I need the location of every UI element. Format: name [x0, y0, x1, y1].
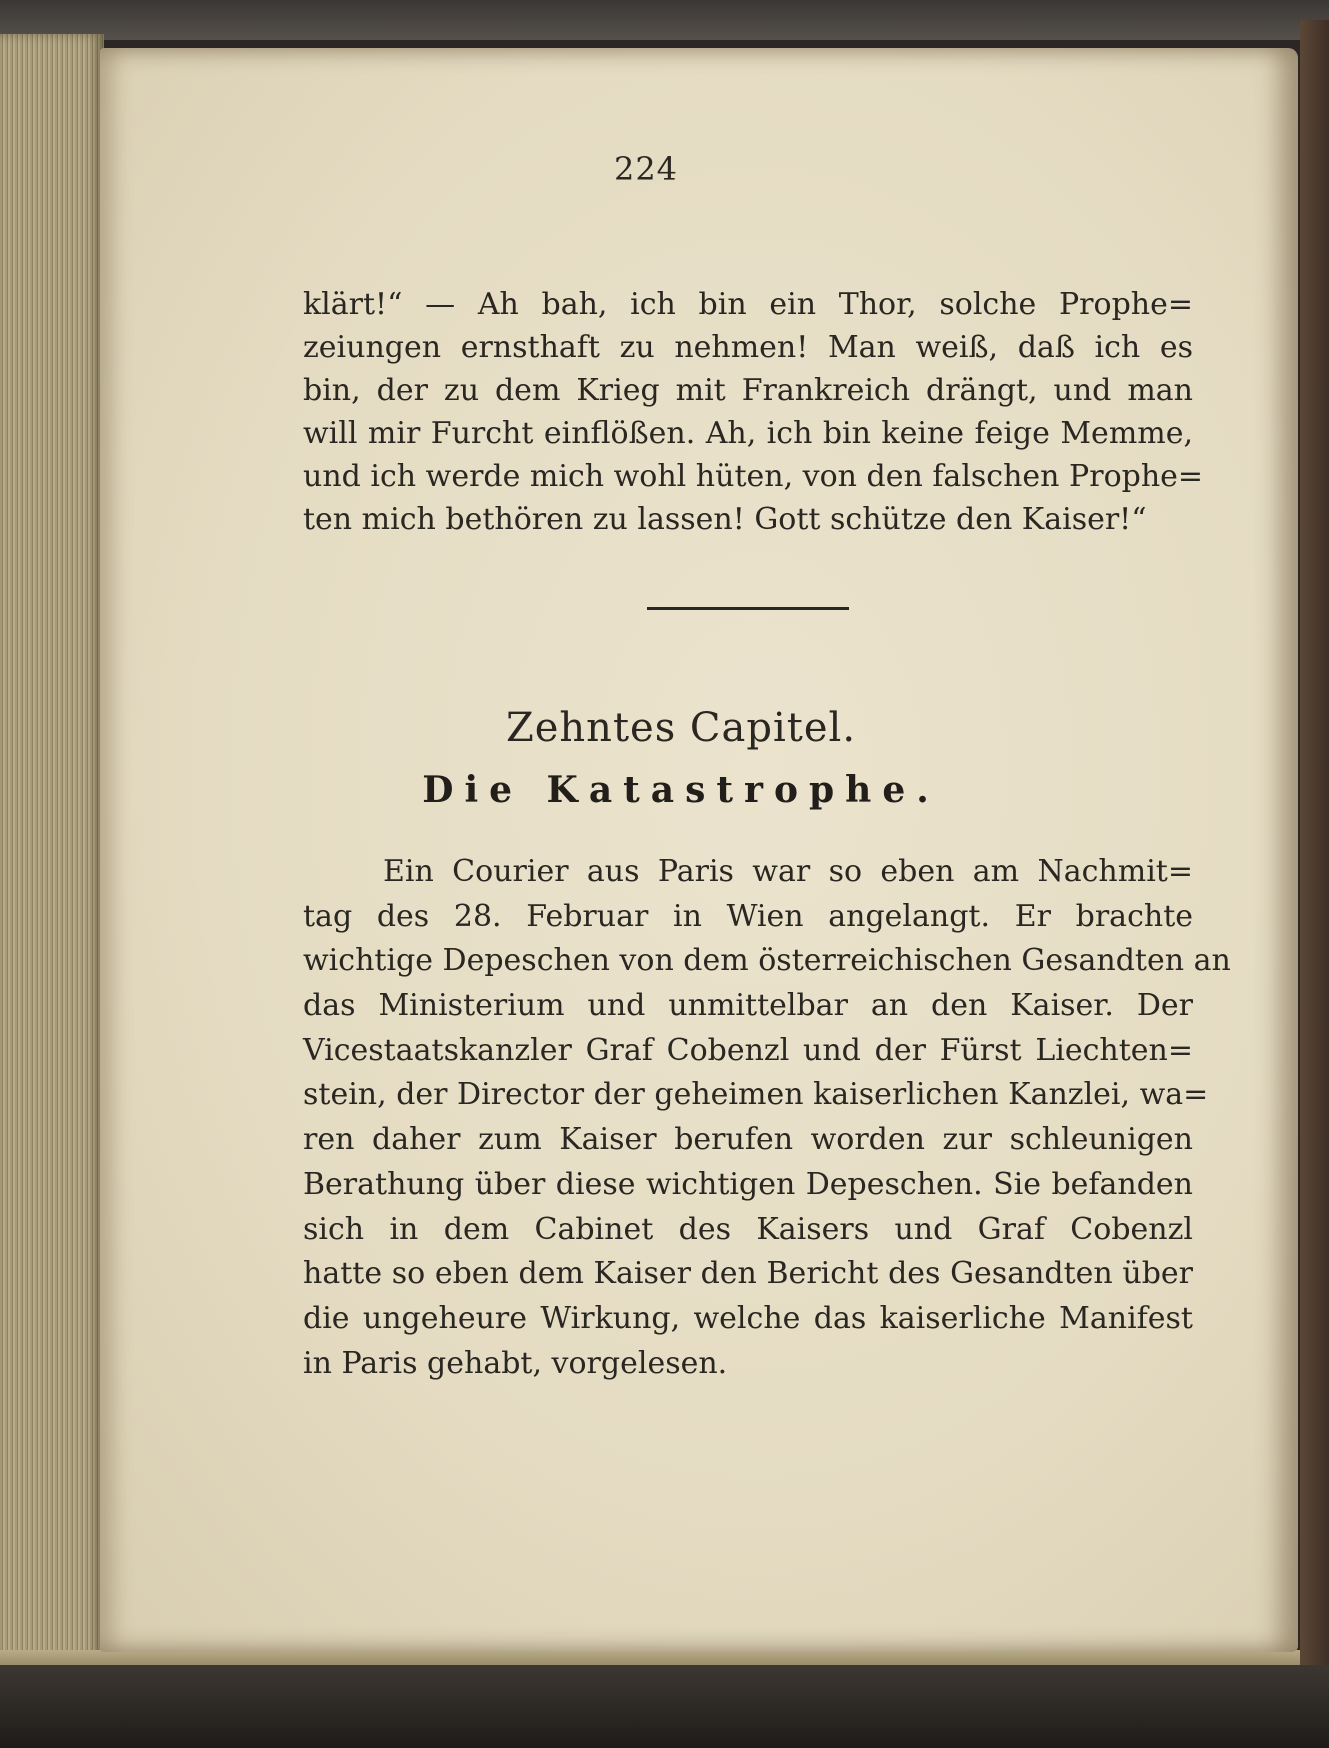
text-line: Berathung über diese wichtigen Depeschen. Sie befanden — [303, 1166, 1193, 1202]
text-line: klärt!“ — Ah bah, ich bin ein Thor, solche Prophe= — [303, 287, 1193, 322]
text-line: wichtige Depeschen von dem österreichischen Gesandten an — [303, 943, 1231, 979]
text-line: will mir Furcht einflößen. Ah, ich bin keine feige Memme, — [303, 416, 1193, 451]
text-line: sich in dem Cabinet des Kaisers und Graf Cobenzl — [303, 1211, 1193, 1247]
text-line: und ich werde mich wohl hüten, von den falschen Prophe= — [303, 459, 1204, 494]
chapter-subtitle: Die Katastrophe. — [422, 769, 940, 811]
text-line: tag des 28. Februar in Wien angelangt. Er brachte — [303, 898, 1193, 934]
text-line: das Ministerium und unmittelbar an den Kaiser. Der — [303, 988, 1193, 1024]
text-line: ten mich bethören zu lassen! Gott schütze den Kaiser!“ — [303, 502, 1147, 537]
text-line: die ungeheure Wirkung, welche das kaiserliche Manifest — [303, 1300, 1193, 1336]
text-line: ren daher zum Kaiser berufen worden zur schleunigen — [303, 1122, 1193, 1158]
text-line: zeiungen ernsthaft zu nehmen! Man weiß, daß ich es — [303, 330, 1193, 365]
text-line: Ein Courier aus Paris war so eben am Nachmit= — [383, 854, 1193, 889]
body-paragraph — [303, 850, 1231, 1410]
page-edges-left — [0, 34, 104, 1674]
book-cover-bottom — [0, 1665, 1329, 1748]
book-cover-top — [0, 0, 1329, 40]
text-line: stein, der Director der geheimen kaiserlichen Kanzlei, wa= — [303, 1077, 1209, 1113]
page-number: 224 — [613, 150, 679, 188]
section-divider — [647, 607, 849, 610]
chapter-title: Zehntes Capitel. — [505, 705, 857, 751]
text-line: hatte so eben dem Kaiser den Bericht des Gesandten über — [303, 1256, 1193, 1292]
book-cover-right — [1300, 20, 1329, 1700]
text-line: Vicestaatskanzler Graf Cobenzl und der Fürst Liechten= — [303, 1032, 1193, 1068]
top-paragraph — [303, 283, 1204, 541]
text-line: in Paris gehabt, vorgelesen. — [303, 1345, 728, 1381]
text-line: bin, der zu dem Krieg mit Frankreich drängt, und man — [303, 373, 1193, 408]
